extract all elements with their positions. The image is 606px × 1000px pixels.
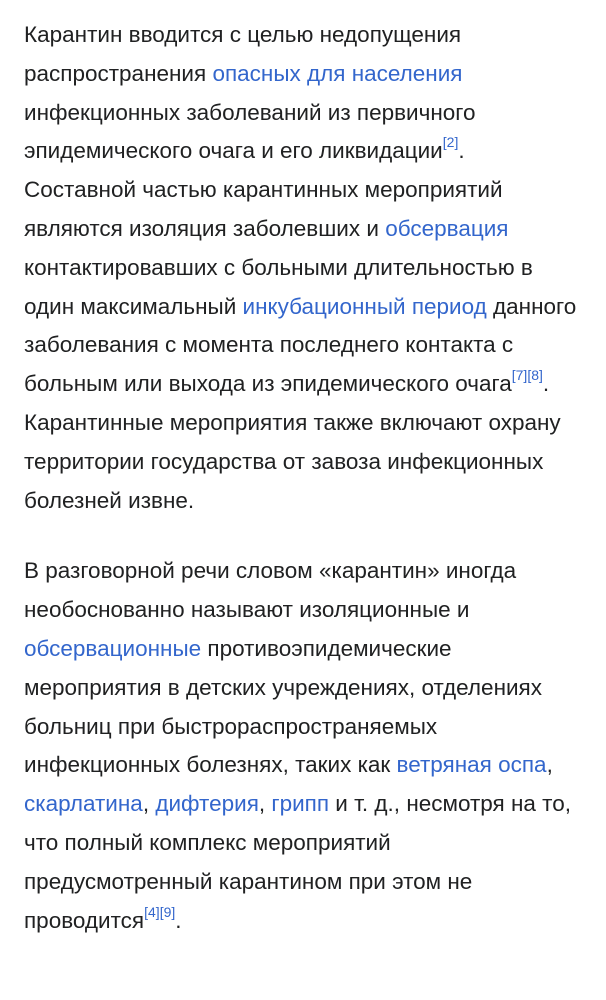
paragraph-quarantine-definition [24,16,582,520]
text: данного заболевания с момента последнего контакта с больным или выхода из эпидемического очага [24,293,577,397]
link-chickenpox[interactable]: ветряная оспа [396,752,547,778]
footnote-link-2[interactable]: [2] [442,134,459,151]
link-diphtheria[interactable]: дифтерия [155,791,259,817]
text: , [258,791,272,817]
link-influenza[interactable]: грипп [271,791,330,817]
footnote-link-4[interactable]: [4] [144,903,160,920]
link-observation[interactable]: обсервация [385,215,509,241]
link-observational[interactable]: обсервационные [24,635,202,661]
text: Карантин вводится с целью недопущения распространения [24,22,462,86]
footnote-link-8[interactable]: [8] [527,367,543,384]
text: инфекционных заболеваний из первичного эпидемического очага и его ликвидации [24,99,476,164]
footnote-ref [512,367,543,383]
footnote-ref [144,904,175,920]
footnote-ref [443,134,459,150]
text: , [142,791,156,817]
text: В разговорной речи словом «карантин» иногда необоснованно называют изоляционные и [24,558,517,623]
paragraph-colloquial-usage [24,552,582,940]
text: . Карантинные мероприятия также включают охрану территории государства от завоза инфекционных болезней извне. [24,371,561,513]
link-dangerous-for-population[interactable]: опасных для населения [212,60,463,86]
footnote-link-7[interactable]: [7] [511,367,528,384]
text: контактировавших с больными длительностью в один максимальный [24,254,533,319]
text: и т. д., несмотря на то, что полный комплекс мероприятий предусмотренный карантином при этом не проводится [24,791,571,933]
text: противоэпидемические мероприятия в детских учреждениях, отделениях больниц при быстрораспространяемых инфекционных болезнях, таких как [24,635,542,778]
link-incubation-period[interactable]: инкубационный период [242,293,487,319]
text: , [546,752,553,778]
text: . Составной частью карантинных мероприятий являются изоляция заболевших и [24,138,503,241]
footnote-link-9[interactable]: [9] [159,903,176,920]
link-scarlet-fever[interactable]: скарлатина [24,791,143,817]
text: . [175,907,182,933]
